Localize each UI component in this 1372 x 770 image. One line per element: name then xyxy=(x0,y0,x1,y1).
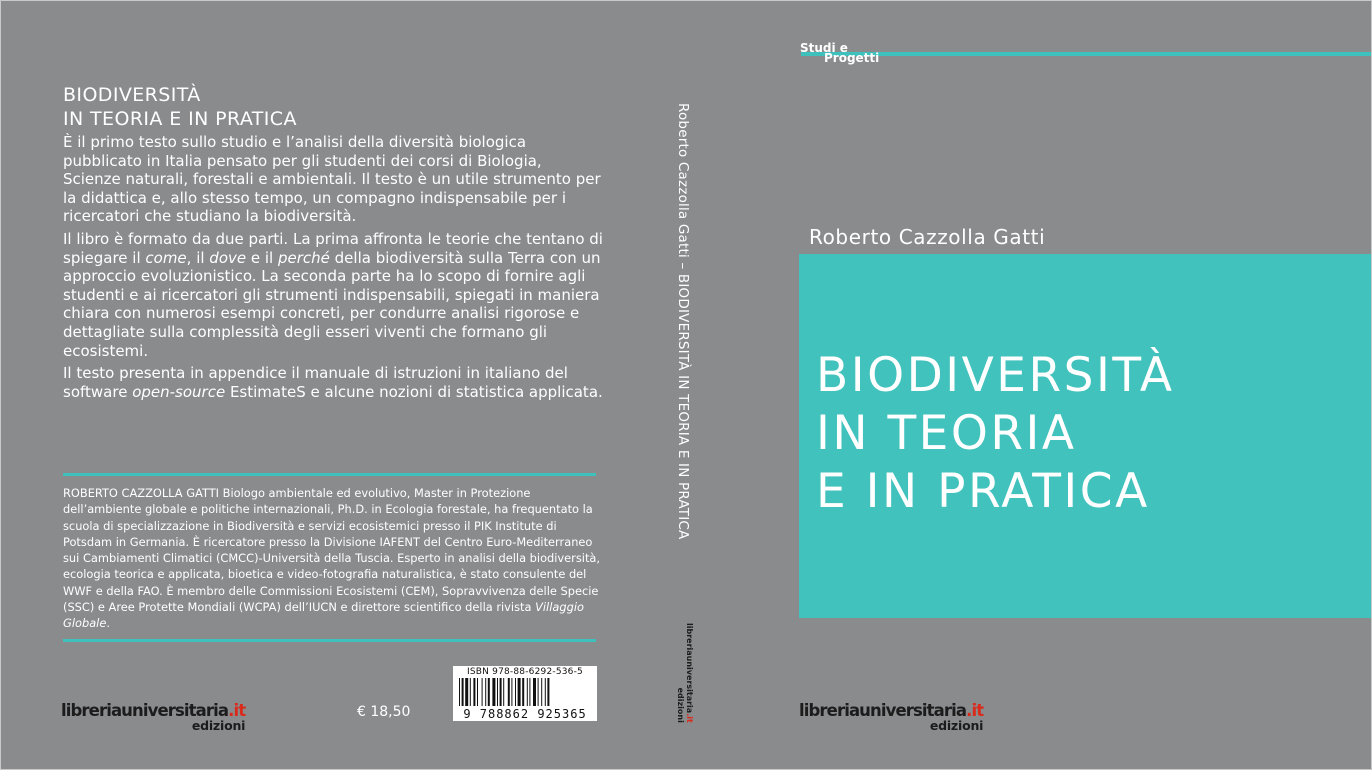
series-label xyxy=(800,43,879,63)
barcode-bar xyxy=(533,678,536,706)
barcode-bar xyxy=(465,678,468,706)
back-title-line-1: BIODIVERSITÀ xyxy=(63,84,201,106)
publisher-logo-back xyxy=(61,703,245,732)
barcode-bars xyxy=(459,678,591,706)
barcode-bar xyxy=(511,678,512,706)
publisher-subtitle: edizioni xyxy=(191,717,246,733)
publisher-logo-front xyxy=(799,703,983,732)
author-bio: ROBERTO CAZZOLLA GATTI Biologo ambientale ed evolutivo, Master in Protezione dell’ambiente globale e politiche internazionali, Ph.D. in Ecologia forestale, ha frequentato la scuola di specializzazione in Biodiversità e servizi ecosistemici presso il PIK Institute di Potsdam in Germania. È ricercatore presso la Divisione IAFENT del Centro Euro-Mediterraneo sui Cambiamenti Climatici (CMCC)-Università della Tuscia. Esperto in analisi della biodiversità, ecologia teorica e applicata, bioetica e video-fotografia naturalistica, è stato consulente del WWF e della FAO. È membro delle Commissioni Ecosistemi (CEM), Sopravvivenza delle Specie (SSC) e Aree Protette Mondiali (WCPA) dell’IUCN e direttore scientifico della rivista Villaggio Globale. xyxy=(63,486,601,631)
magazine-title: Villaggio Globale xyxy=(63,600,584,631)
spine-title: Roberto Cazzolla Gatti – BIODIVERSITÀ IN TEORIA E IN PRATICA xyxy=(675,103,691,540)
barcode-bar xyxy=(485,678,486,706)
spine-publisher-logo xyxy=(676,623,694,723)
barcode-bar xyxy=(538,678,539,706)
publisher-subtitle: edizioni xyxy=(929,717,984,733)
barcode-bar xyxy=(473,678,475,706)
spine-logo-name: libreriauniversitaria xyxy=(685,623,694,714)
barcode-bar xyxy=(541,678,542,706)
back-title-line-2: IN TEORIA E IN PRATICA xyxy=(63,108,297,130)
publisher-name: libreriauniversitaria xyxy=(61,701,229,720)
barcode-bar xyxy=(515,678,516,706)
barcode-bar xyxy=(500,678,502,706)
back-cover-blurb xyxy=(63,133,603,405)
blurb-paragraph-3: Il testo presenta in appendice il manuale di istruzioni in italiano del software open-source EstimateS e alcune nozioni di statistica applicata. xyxy=(63,364,603,401)
bio-bottom-divider xyxy=(63,639,596,642)
barcode-bar xyxy=(527,678,528,706)
spine-logo-subtitle: edizioni xyxy=(676,687,685,723)
emphasis-open-source: open-source xyxy=(132,382,226,401)
barcode-bar xyxy=(518,678,521,706)
barcode-bar xyxy=(547,678,549,706)
series-line-2: Progetti xyxy=(824,51,880,65)
barcode-bar xyxy=(522,678,524,706)
publisher-tld: .it xyxy=(966,701,984,720)
isbn-label: ISBN 978-88-6292-536-5 xyxy=(467,667,583,677)
spine-logo-tld: .it xyxy=(685,713,694,723)
barcode-bar xyxy=(497,678,498,706)
barcode-bar xyxy=(462,678,464,706)
front-title-line-1: BIODIVERSITÀ xyxy=(816,348,1175,403)
isbn-barcode xyxy=(453,666,597,721)
front-title-line-2: IN TEORIA xyxy=(816,406,1077,461)
series-line-1: Studi e xyxy=(800,41,848,55)
publisher-tld: .it xyxy=(228,701,246,720)
barcode-bar xyxy=(503,678,504,706)
barcode-bar xyxy=(529,678,530,706)
publisher-name: libreriauniversitaria xyxy=(799,701,967,720)
barcode-bar xyxy=(488,678,490,706)
price-label: € 18,50 xyxy=(357,704,411,720)
barcode-bar xyxy=(459,678,460,706)
emphasis-perche: perché xyxy=(277,248,330,267)
barcode-bar xyxy=(482,678,483,706)
emphasis-come: come xyxy=(145,248,187,267)
bio-top-divider xyxy=(63,473,596,476)
front-title-line-3: E IN PRATICA xyxy=(816,464,1150,519)
barcode-bar xyxy=(508,678,510,706)
series-rule xyxy=(801,52,1372,56)
barcode-bar xyxy=(470,678,471,706)
barcode-bar xyxy=(545,678,546,706)
front-author-name: Roberto Cazzolla Gatti xyxy=(809,225,1046,249)
barcode-bar xyxy=(492,678,495,706)
barcode-bar xyxy=(477,678,478,706)
blurb-paragraph-2: Il libro è formato da due parti. La prima affronta le teorie che tentano di spiegare il come, il dove e il perché della biodiversità sulla Terra con un approccio evoluzionistico. La seconda parte ha lo scopo di fornire agli studenti e ai ricercatori gli strumenti indispensabili, spiegati in maniera chiara con numerosi esempi concreti, per condurre analisi rigorose e dettagliate sulla complessità degli esseri viventi che formano gli ecosistemi. xyxy=(63,229,603,360)
blurb-paragraph-1: È il primo testo sullo studio e l’analisi della diversità biologica pubblicato in Italia pensato per gli studenti dei corsi di Biologia, Scienze naturali, forestali e ambientali. Il testo è un utile strumento per la didattica e, allo stesso tempo, un compagno indispensabile per i ricercatori che studiano la biodiversità. xyxy=(63,133,601,226)
front-cover-title xyxy=(816,347,1175,521)
barcode-digits: 9 788862 925365 xyxy=(463,707,587,721)
back-cover-title xyxy=(63,83,297,131)
emphasis-dove: dove xyxy=(209,248,247,267)
